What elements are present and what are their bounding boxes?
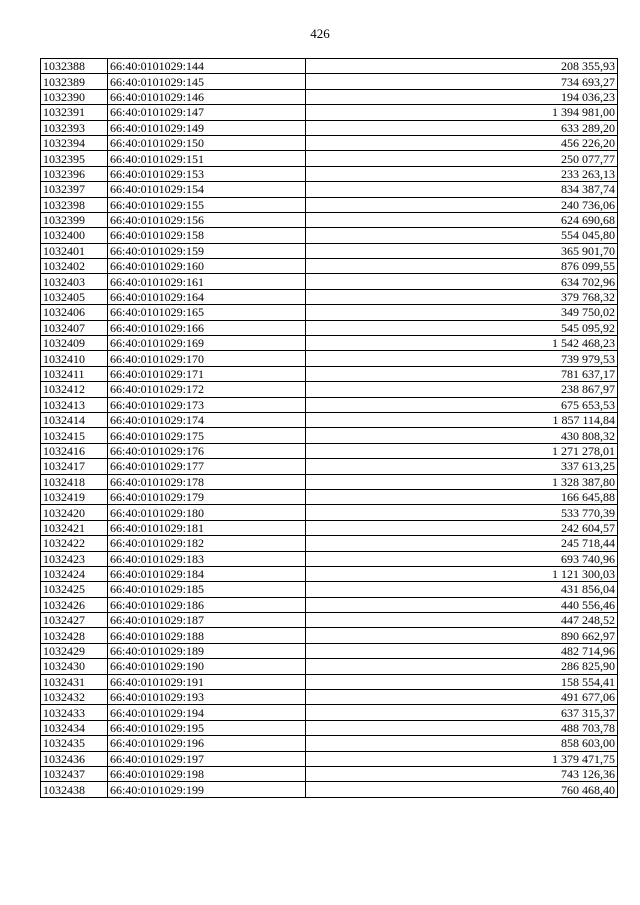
record-number-cell: 1032429 [41, 643, 108, 658]
cadastral-number-cell: 66:40:0101029:176 [108, 443, 306, 458]
table-row [41, 459, 618, 474]
cadastral-number-cell: 66:40:0101029:173 [108, 397, 306, 412]
record-number-cell: 1032401 [41, 243, 108, 258]
cadastral-number-cell: 66:40:0101029:177 [108, 459, 306, 474]
record-number-cell: 1032434 [41, 720, 108, 735]
record-number-cell: 1032396 [41, 166, 108, 181]
record-number-cell: 1032388 [41, 59, 108, 74]
cadastral-number-cell: 66:40:0101029:185 [108, 582, 306, 597]
record-number-cell: 1032390 [41, 89, 108, 104]
cadastral-number-cell: 66:40:0101029:190 [108, 659, 306, 674]
table-row [41, 89, 618, 104]
record-number-cell: 1032407 [41, 320, 108, 335]
table-row [41, 166, 618, 181]
table-row [41, 566, 618, 581]
cadastral-number-cell: 66:40:0101029:171 [108, 366, 306, 381]
cadastral-value-cell: 349 750,02 [306, 305, 618, 320]
record-number-cell: 1032436 [41, 751, 108, 766]
cadastral-value-cell: 781 637,17 [306, 366, 618, 381]
cadastral-value-cell: 250 077,77 [306, 151, 618, 166]
record-number-cell: 1032403 [41, 274, 108, 289]
record-number-cell: 1032413 [41, 397, 108, 412]
table-row [41, 766, 618, 781]
cadastral-number-cell: 66:40:0101029:144 [108, 59, 306, 74]
cadastral-number-cell: 66:40:0101029:172 [108, 382, 306, 397]
record-number-cell: 1032438 [41, 782, 108, 797]
cadastral-number-cell: 66:40:0101029:151 [108, 151, 306, 166]
cadastral-value-cell: 693 740,96 [306, 551, 618, 566]
cadastral-number-cell: 66:40:0101029:161 [108, 274, 306, 289]
record-number-cell: 1032426 [41, 597, 108, 612]
cadastral-value-cell: 760 468,40 [306, 782, 618, 797]
record-number-cell: 1032400 [41, 228, 108, 243]
cadastral-number-cell: 66:40:0101029:181 [108, 520, 306, 535]
cadastral-number-cell: 66:40:0101029:184 [108, 566, 306, 581]
cadastral-number-cell: 66:40:0101029:154 [108, 182, 306, 197]
table-row [41, 551, 618, 566]
table-row [41, 659, 618, 674]
record-number-cell: 1032405 [41, 289, 108, 304]
cadastral-number-cell: 66:40:0101029:179 [108, 489, 306, 504]
cadastral-value-cell: 488 703,78 [306, 720, 618, 735]
cadastral-value-cell: 554 045,80 [306, 228, 618, 243]
record-number-cell: 1032421 [41, 520, 108, 535]
cadastral-value-cell: 545 095,92 [306, 320, 618, 335]
cadastral-number-cell: 66:40:0101029:169 [108, 336, 306, 351]
cadastral-number-cell: 66:40:0101029:159 [108, 243, 306, 258]
record-number-cell: 1032428 [41, 628, 108, 643]
table-row [41, 720, 618, 735]
cadastral-value-cell: 233 263,13 [306, 166, 618, 181]
record-number-cell: 1032409 [41, 336, 108, 351]
cadastral-number-cell: 66:40:0101029:146 [108, 89, 306, 104]
cadastral-value-cell: 166 645,88 [306, 489, 618, 504]
cadastral-number-cell: 66:40:0101029:175 [108, 428, 306, 443]
table-row [41, 736, 618, 751]
record-number-cell: 1032420 [41, 505, 108, 520]
table-row [41, 228, 618, 243]
cadastral-value-cell: 208 355,93 [306, 59, 618, 74]
record-number-cell: 1032389 [41, 74, 108, 89]
cadastral-number-cell: 66:40:0101029:178 [108, 474, 306, 489]
record-number-cell: 1032395 [41, 151, 108, 166]
cadastral-number-cell: 66:40:0101029:189 [108, 643, 306, 658]
record-number-cell: 1032411 [41, 366, 108, 381]
cadastral-value-cell: 194 036,23 [306, 89, 618, 104]
cadastral-value-table [40, 58, 618, 798]
cadastral-number-cell: 66:40:0101029:153 [108, 166, 306, 181]
table-row [41, 382, 618, 397]
record-number-cell: 1032427 [41, 613, 108, 628]
record-number-cell: 1032418 [41, 474, 108, 489]
cadastral-number-cell: 66:40:0101029:160 [108, 259, 306, 274]
cadastral-value-cell: 637 315,37 [306, 705, 618, 720]
cadastral-value-cell: 1 271 278,01 [306, 443, 618, 458]
table-row [41, 105, 618, 120]
record-number-cell: 1032394 [41, 135, 108, 150]
table-row [41, 259, 618, 274]
table-row [41, 212, 618, 227]
cadastral-value-cell: 337 613,25 [306, 459, 618, 474]
record-number-cell: 1032417 [41, 459, 108, 474]
cadastral-number-cell: 66:40:0101029:186 [108, 597, 306, 612]
cadastral-value-cell: 1 857 114,84 [306, 412, 618, 427]
record-number-cell: 1032425 [41, 582, 108, 597]
cadastral-value-cell: 633 289,20 [306, 120, 618, 135]
table-row [41, 135, 618, 150]
record-number-cell: 1032415 [41, 428, 108, 443]
table-row [41, 428, 618, 443]
cadastral-number-cell: 66:40:0101029:170 [108, 351, 306, 366]
cadastral-number-cell: 66:40:0101029:193 [108, 690, 306, 705]
record-number-cell: 1032397 [41, 182, 108, 197]
cadastral-number-cell: 66:40:0101029:149 [108, 120, 306, 135]
cadastral-value-cell: 834 387,74 [306, 182, 618, 197]
cadastral-number-cell: 66:40:0101029:191 [108, 674, 306, 689]
cadastral-number-cell: 66:40:0101029:198 [108, 766, 306, 781]
record-number-cell: 1032430 [41, 659, 108, 674]
record-number-cell: 1032435 [41, 736, 108, 751]
cadastral-value-cell: 158 554,41 [306, 674, 618, 689]
record-number-cell: 1032398 [41, 197, 108, 212]
cadastral-value-cell: 238 867,97 [306, 382, 618, 397]
cadastral-number-cell: 66:40:0101029:164 [108, 289, 306, 304]
table-row [41, 289, 618, 304]
record-number-cell: 1032402 [41, 259, 108, 274]
table-row [41, 412, 618, 427]
record-number-cell: 1032431 [41, 674, 108, 689]
record-number-cell: 1032393 [41, 120, 108, 135]
cadastral-value-cell: 1 394 981,00 [306, 105, 618, 120]
cadastral-number-cell: 66:40:0101029:199 [108, 782, 306, 797]
table-row [41, 505, 618, 520]
cadastral-value-cell: 447 248,52 [306, 613, 618, 628]
table-row [41, 520, 618, 535]
cadastral-value-cell: 482 714,96 [306, 643, 618, 658]
cadastral-value-cell: 1 379 471,75 [306, 751, 618, 766]
table-body [41, 59, 618, 798]
cadastral-value-cell: 876 099,55 [306, 259, 618, 274]
cadastral-value-cell: 240 736,06 [306, 197, 618, 212]
cadastral-number-cell: 66:40:0101029:155 [108, 197, 306, 212]
cadastral-number-cell: 66:40:0101029:165 [108, 305, 306, 320]
cadastral-number-cell: 66:40:0101029:145 [108, 74, 306, 89]
cadastral-value-cell: 675 653,53 [306, 397, 618, 412]
cadastral-value-cell: 734 693,27 [306, 74, 618, 89]
cadastral-number-cell: 66:40:0101029:183 [108, 551, 306, 566]
record-number-cell: 1032412 [41, 382, 108, 397]
cadastral-value-cell: 242 604,57 [306, 520, 618, 535]
cadastral-value-cell: 634 702,96 [306, 274, 618, 289]
cadastral-value-cell: 858 603,00 [306, 736, 618, 751]
cadastral-number-cell: 66:40:0101029:156 [108, 212, 306, 227]
cadastral-number-cell: 66:40:0101029:150 [108, 135, 306, 150]
table-row [41, 120, 618, 135]
table-row [41, 336, 618, 351]
table-row [41, 628, 618, 643]
cadastral-value-cell: 491 677,06 [306, 690, 618, 705]
cadastral-number-cell: 66:40:0101029:197 [108, 751, 306, 766]
table-row [41, 397, 618, 412]
record-number-cell: 1032419 [41, 489, 108, 504]
cadastral-value-cell: 365 901,70 [306, 243, 618, 258]
page-number: 426 [310, 26, 330, 41]
table-row [41, 274, 618, 289]
cadastral-number-cell: 66:40:0101029:188 [108, 628, 306, 643]
record-number-cell: 1032406 [41, 305, 108, 320]
cadastral-number-cell: 66:40:0101029:196 [108, 736, 306, 751]
cadastral-value-cell: 430 808,32 [306, 428, 618, 443]
cadastral-value-cell: 1 542 468,23 [306, 336, 618, 351]
cadastral-number-cell: 66:40:0101029:180 [108, 505, 306, 520]
table-row [41, 366, 618, 381]
cadastral-number-cell: 66:40:0101029:194 [108, 705, 306, 720]
record-number-cell: 1032423 [41, 551, 108, 566]
cadastral-value-cell: 440 556,46 [306, 597, 618, 612]
record-number-cell: 1032391 [41, 105, 108, 120]
cadastral-value-cell: 286 825,90 [306, 659, 618, 674]
table-row [41, 443, 618, 458]
cadastral-value-cell: 890 662,97 [306, 628, 618, 643]
table-row [41, 74, 618, 89]
cadastral-value-cell: 1 121 300,03 [306, 566, 618, 581]
record-number-cell: 1032416 [41, 443, 108, 458]
table-row [41, 243, 618, 258]
cadastral-number-cell: 66:40:0101029:195 [108, 720, 306, 735]
record-number-cell: 1032422 [41, 536, 108, 551]
cadastral-value-cell: 743 126,36 [306, 766, 618, 781]
table-row [41, 151, 618, 166]
cadastral-number-cell: 66:40:0101029:182 [108, 536, 306, 551]
record-number-cell: 1032433 [41, 705, 108, 720]
table-row [41, 751, 618, 766]
table-row [41, 674, 618, 689]
cadastral-number-cell: 66:40:0101029:158 [108, 228, 306, 243]
cadastral-number-cell: 66:40:0101029:174 [108, 412, 306, 427]
cadastral-value-cell: 1 328 387,80 [306, 474, 618, 489]
cadastral-value-cell: 739 979,53 [306, 351, 618, 366]
table-row [41, 474, 618, 489]
table-row [41, 536, 618, 551]
cadastral-number-cell: 66:40:0101029:187 [108, 613, 306, 628]
cadastral-value-cell: 431 856,04 [306, 582, 618, 597]
record-number-cell: 1032424 [41, 566, 108, 581]
record-number-cell: 1032410 [41, 351, 108, 366]
table-row [41, 613, 618, 628]
table-row [41, 59, 618, 74]
cadastral-number-cell: 66:40:0101029:166 [108, 320, 306, 335]
table-row [41, 489, 618, 504]
table-row [41, 197, 618, 212]
table-row [41, 320, 618, 335]
record-number-cell: 1032432 [41, 690, 108, 705]
table-row [41, 305, 618, 320]
table-row [41, 597, 618, 612]
record-number-cell: 1032399 [41, 212, 108, 227]
table-row [41, 351, 618, 366]
table-row [41, 690, 618, 705]
cadastral-value-cell: 624 690,68 [306, 212, 618, 227]
cadastral-value-cell: 533 770,39 [306, 505, 618, 520]
cadastral-value-cell: 456 226,20 [306, 135, 618, 150]
table-row [41, 643, 618, 658]
cadastral-value-cell: 245 718,44 [306, 536, 618, 551]
record-number-cell: 1032414 [41, 412, 108, 427]
cadastral-number-cell: 66:40:0101029:147 [108, 105, 306, 120]
table-row [41, 705, 618, 720]
record-number-cell: 1032437 [41, 766, 108, 781]
cadastral-value-cell: 379 768,32 [306, 289, 618, 304]
table-row [41, 582, 618, 597]
table-row [41, 182, 618, 197]
table-row [41, 782, 618, 797]
